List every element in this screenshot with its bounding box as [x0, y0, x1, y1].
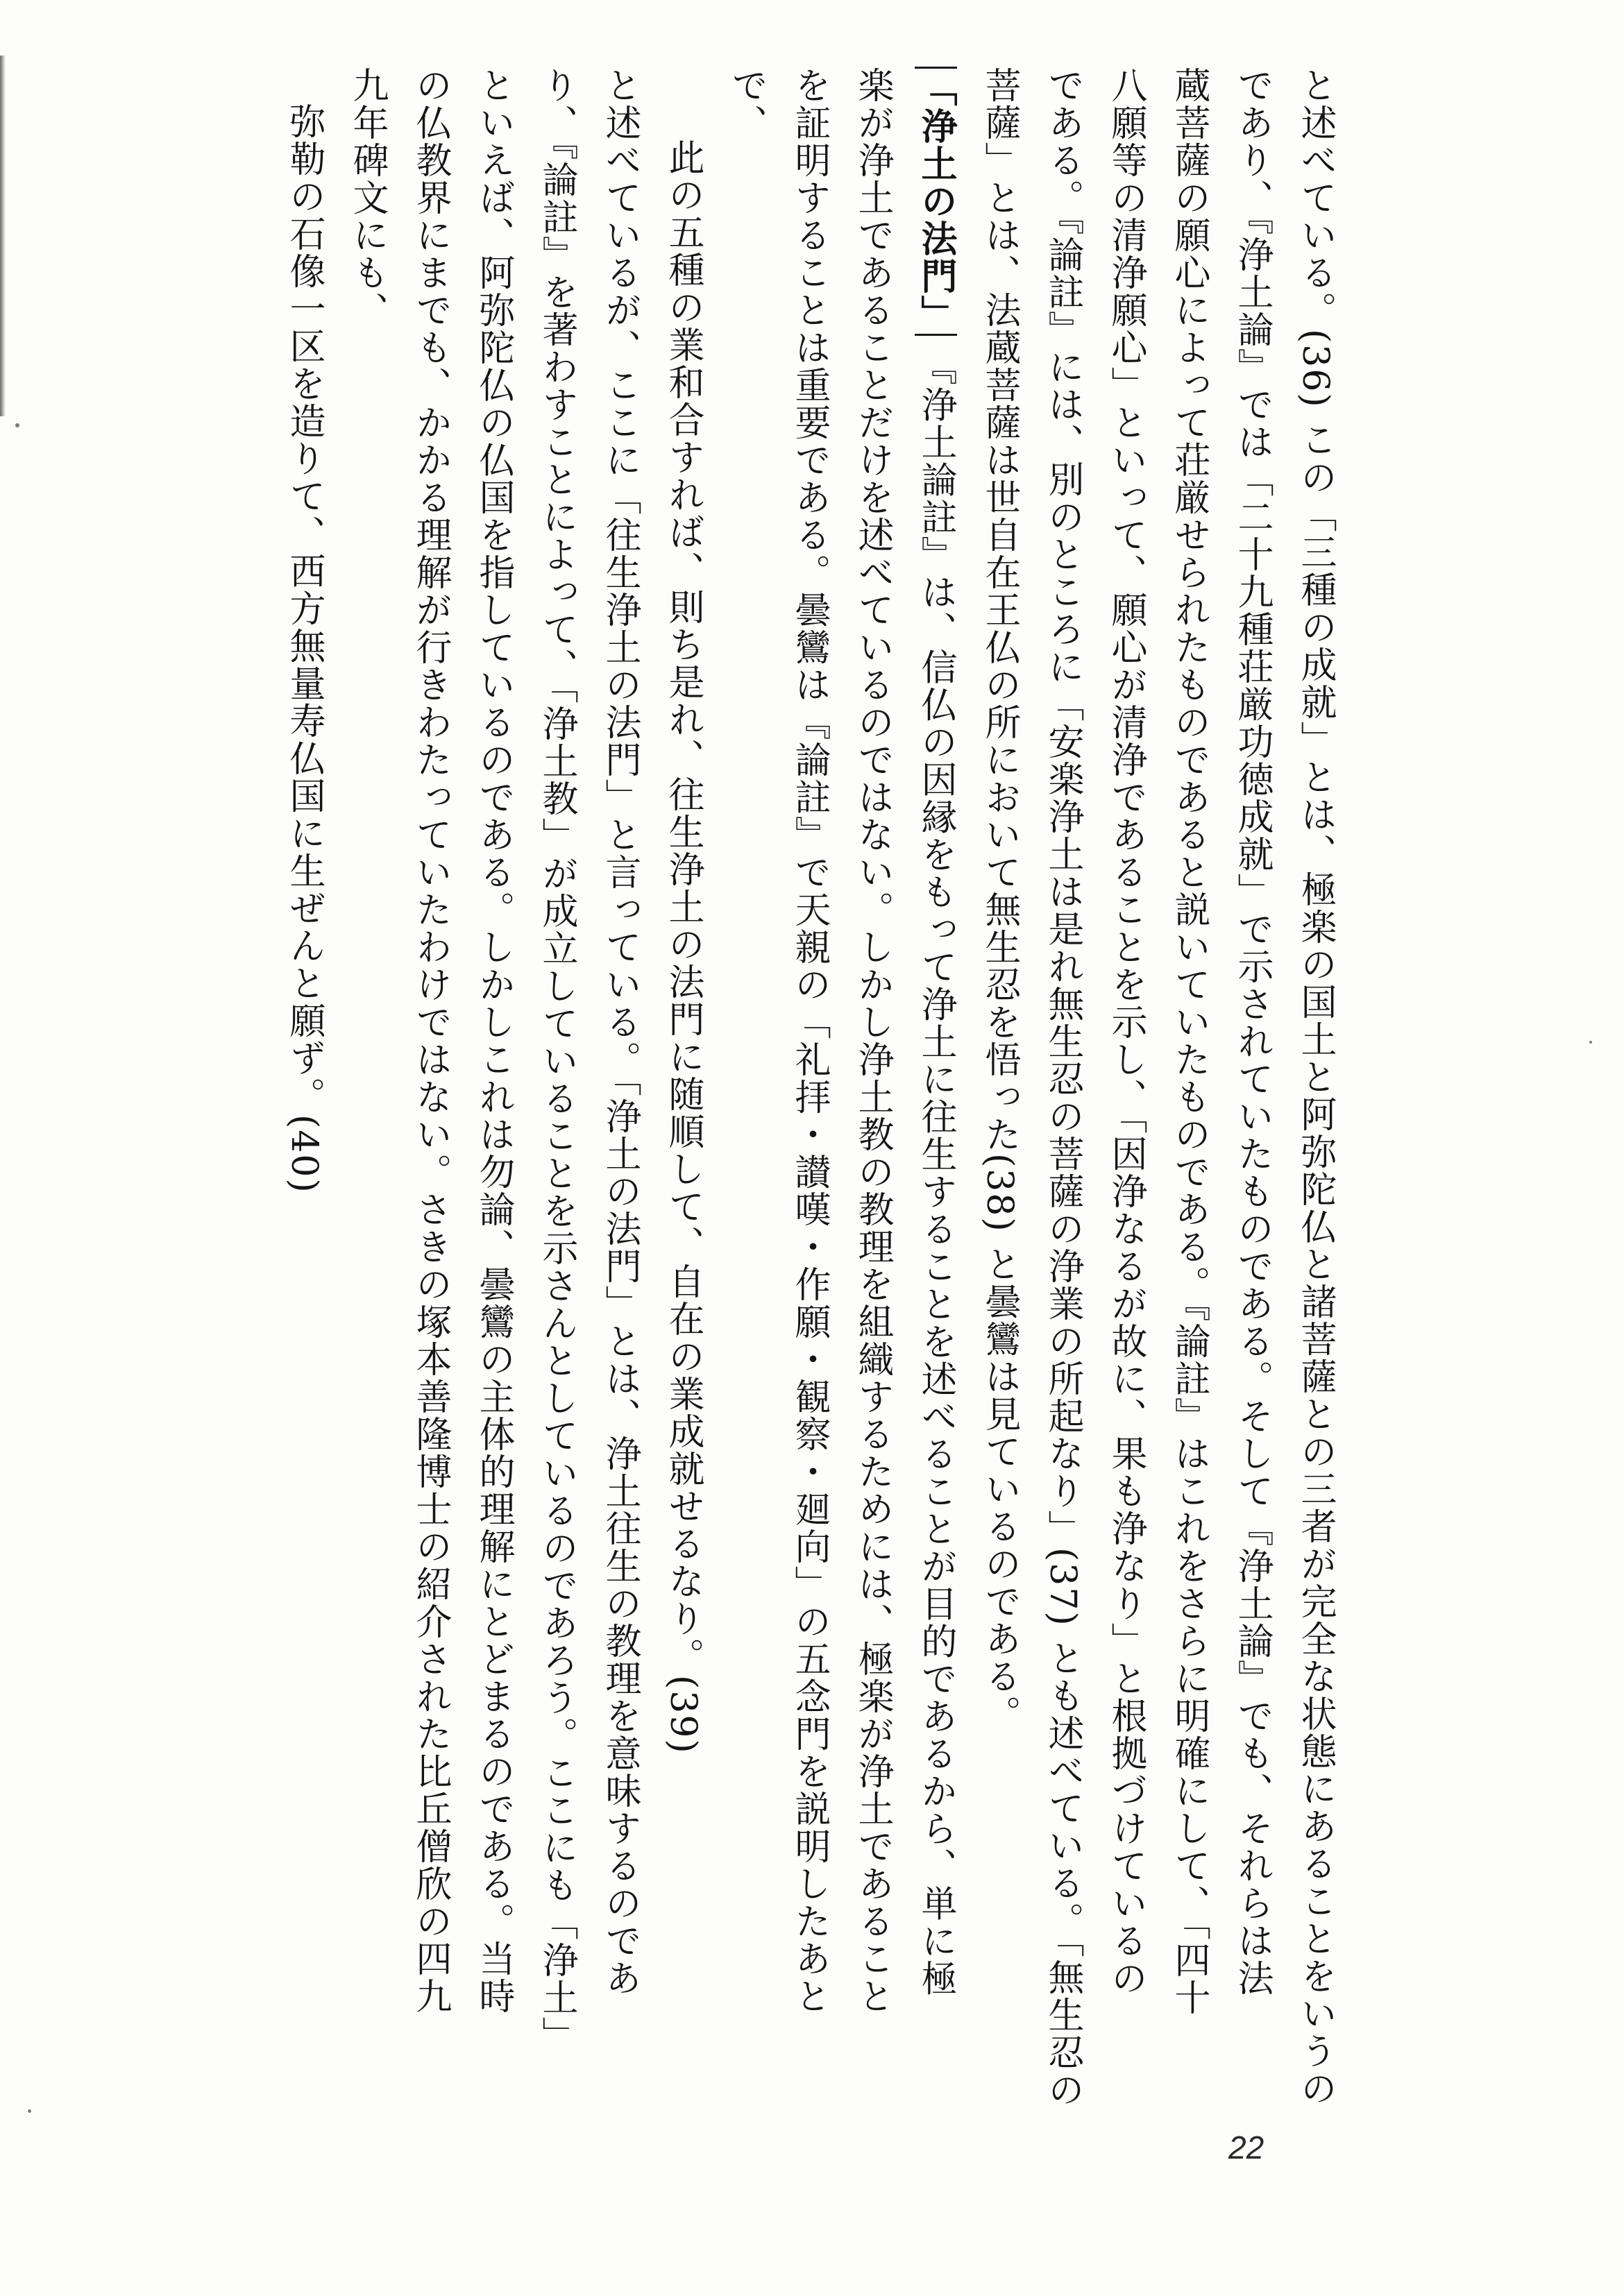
scan-speck: [28, 2109, 31, 2113]
scan-speck: [1589, 1041, 1592, 1044]
text-line: 蔵菩薩の願心によって荘厳せられたものであると説いていたものである。『論註』はこれをさらに明確にして、「四十: [1168, 67, 1210, 2016]
vertical-text-body: [250, 67, 1346, 2109]
text-line: を証明することは重要である。曇鸞は『論註』で天親の「礼拝・讃嘆・作願・観察・廻向」の五念門を説明したあと: [788, 67, 830, 2015]
text-line: の仏教界にまでも、かかる理解が行きわたっていたわけではない。さきの塚本善隆博士の紹介された比丘僧欣の四九: [409, 67, 451, 2015]
text-line: であり、『浄土論』では「二十九種荘厳功徳成就」で示されていたものである。そして『浄土論』でも、それらは法: [1231, 67, 1273, 1997]
text-line: 菩薩」とは、法蔵菩薩は世自在王仏の所において無生忍を悟った(38) と曇鸞は見ているのである。: [979, 67, 1020, 1733]
block-quote: 弥勒の石像一区を造りて、西方無量寿仏国に生ぜんと願ず。(40): [283, 103, 325, 1194]
section-line-text: 『浄土論註』は、信仏の因縁をもって浄土に往生することを述べることが目的であるから、単に極: [915, 348, 956, 1998]
section-first-line: [904, 67, 967, 2079]
text-line: 九年碑文にも、: [346, 67, 388, 329]
text-line: 楽が浄土であることだけを述べているのではない。しかし浄土教の教理を組織するためには、極楽が浄土であること: [852, 67, 893, 2015]
text-line: 八願等の清浄願心」といって、願心が清浄であることを示し、「因浄なるが故に、果も浄なり」と根拠づけているの: [1105, 67, 1147, 1997]
text-line: り、『論註』を著わすことによって、「浄土教」が成立していることを示さんとしているのであろう。ここにも「浄土」: [536, 67, 577, 2054]
text-line: である。『論註』には、別のところに「安楽浄土は是れ無生忍の菩薩の浄業の所起なり」(37) とも述べている。「無生忍の: [1042, 67, 1083, 2109]
text-line: と述べているが、ここに「往生浄土の法門」と言っている。「浄土の法門」とは、浄土往生の教理を意味するのであ: [599, 67, 641, 1997]
block-quote: 此の五種の業和合すれば、則ち是れ、往生浄土の法門に随順して、自在の業成就せるなり。(39): [662, 139, 704, 1755]
section-heading: 「浄土の法門」: [915, 67, 957, 336]
scan-speck: [15, 423, 19, 427]
page-number: 22: [1228, 2129, 1264, 2166]
text-line: といえば、阿弥陀仏の仏国を指しているのである。しかしこれは勿論、曇鸞の主体的理解にとどまるのである。当時: [473, 67, 514, 2015]
text-line: で、: [725, 67, 767, 142]
text-line: と述べている。(36) この「三種の成就」とは、極楽の国土と阿弥陀仏と諸菩薩との三者が完全な状態にあることをいうの: [1294, 67, 1336, 2108]
page-binding-edge: [0, 56, 6, 416]
